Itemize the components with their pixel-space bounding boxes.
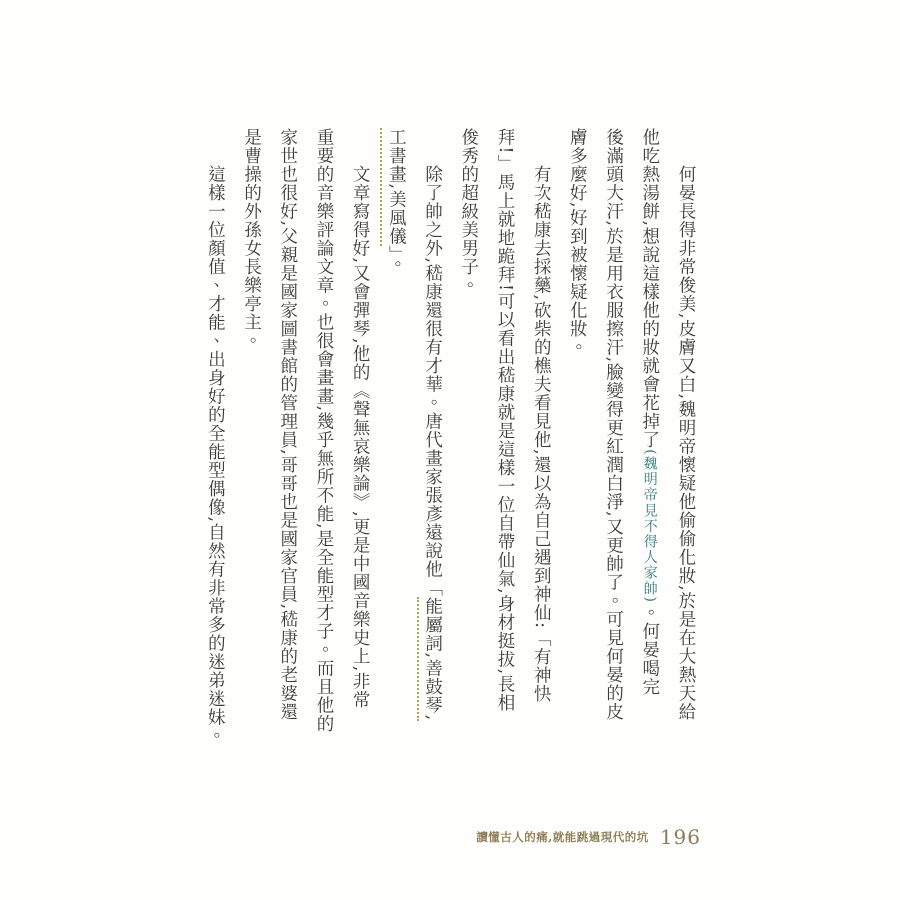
text-column (197, 128, 233, 760)
text-column (559, 128, 595, 760)
text-column (668, 128, 704, 760)
text-column (595, 128, 631, 760)
body-text: 是曹操的外孫女長樂亭主。 (241, 128, 262, 350)
text-column (451, 128, 487, 760)
text-column (233, 128, 269, 760)
text-column (306, 128, 342, 760)
body-text: 」。 (386, 245, 407, 274)
running-title: 讀懂古人的痛,就能跳過現代的坑 (476, 830, 649, 844)
text-column (414, 128, 450, 760)
vertical-text-block (197, 128, 704, 760)
body-text: 除了帥之外,嵇康還很有才華。唐代畫家張彥遠說他「 (422, 165, 443, 598)
text-column (487, 128, 523, 760)
body-text: 這樣一位顏值、才能、出身好的全能型偶像,自然有非常多的迷弟迷妹。 (205, 165, 226, 746)
text-column (270, 128, 306, 760)
text-column (378, 128, 414, 760)
text-column (523, 128, 559, 760)
body-text: 家世也很好,父親是國家圖書館的管理員,哥哥也是國家官員,嵇康的老婆還 (277, 128, 298, 722)
text-column (632, 128, 668, 760)
emphasized-text: 工書畫,美風儀 (380, 128, 406, 246)
emphasized-text: 能屬詞,善鼓琴, (417, 597, 443, 721)
body-text: 膚多麼好,好到被懷疑化妝。 (567, 128, 588, 357)
page-number: 196 (659, 825, 701, 849)
body-text: 後滿頭大汗,於是用衣服擦汗,臉變得更紅潤白淨,又更帥了。可見何晏的皮 (603, 128, 624, 722)
body-text: 拜!」馬上就地跪拜!可以看出嵇康就是這樣一位自帶仙氣,身材挺拔,長相 (494, 128, 515, 713)
body-text: 有次嵇康去採藥,砍柴的樵夫看見他,還以為自己遇到神仙:「有神快 (531, 165, 552, 704)
body-text: 文章寫得好,又會彈琴,他的《聲無哀樂論》,更是中國音樂史上,非常 (350, 165, 371, 710)
body-text: 。何晏喝完 (639, 603, 660, 697)
body-text: 他吃熱湯餅,想說這樣他的妝就會花掉了 (639, 128, 660, 450)
body-text: 重要的音樂評論文章。也很會畫畫,幾乎無所不能,是全能型才子。而且他的 (313, 128, 334, 734)
inline-annotation: (魏明帝見不得人家帥) (641, 449, 658, 604)
body-text: 何晏長得非常俊美,皮膚又白,魏明帝懷疑他偷偷化妝,於是在大熱天給 (676, 165, 696, 722)
page-footer (476, 825, 701, 849)
text-column (342, 128, 378, 760)
body-text: 俊秀的超級美男子。 (458, 128, 479, 295)
